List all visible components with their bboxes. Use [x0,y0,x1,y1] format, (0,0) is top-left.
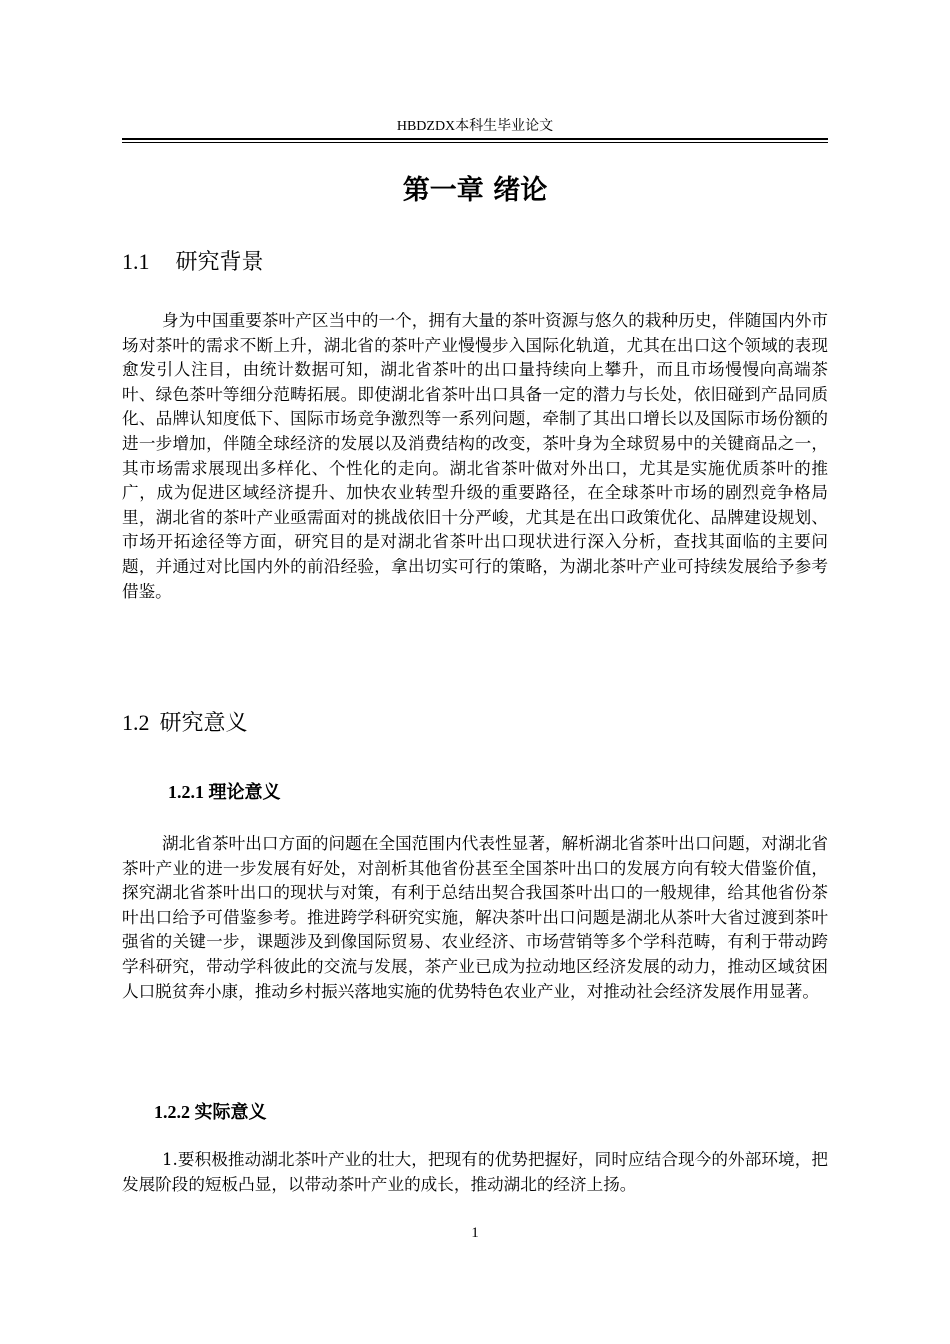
section-heading-1-2 [122,709,248,738]
section-number: 1.2 [122,710,150,735]
header-rule-thin [122,142,828,143]
subsection-heading-1-2-1: 1.2.1 理论意义 [168,782,281,802]
section-title: 研究意义 [159,711,248,736]
chapter-title: 第一章 绪论 [402,175,548,206]
running-header: HBDZDX本科生毕业论文 [396,119,554,134]
section-heading-1-1 [122,248,264,277]
paragraph-practical-significance: 1.要积极推动湖北茶叶产业的壮大，把现有的优势把握好，同时应结合现今的外部环境，把发展阶段的短板凸显，以带动茶叶产业的成长，推动湖北的经济上扬。 [122,1150,828,1194]
paragraph-research-background: 身为中国重要茶叶产区当中的一个，拥有大量的茶叶资源与悠久的栽种历史，伴随国内外市场对茶叶的需求不断上升，湖北省的茶叶产业慢慢步入国际化轨道，尤其在出口这个领域的表现愈发引人注目，由统计数据可知，湖北省茶叶的出口量持续向上攀升，而且市场慢慢向高端茶叶、绿色茶叶等细分范畴拓展。即使湖北省茶叶出口具备一定的潜力与长处，依旧碰到产品同质化、品牌认知度低下、国际市场竞争激烈等一系列问题，牵制了其出口增长以及国际市场份额的进一步增加，伴随全球经济的发展以及消费结构的改变，茶叶身为全球贸易中的关键商品之一，其市场需求展现出多样化、个性化的走向。湖北省茶叶做对外出口，尤其是实施优质茶叶的推广，成为促进区域经济提升、加快农业转型升级的重要路径，在全球茶叶市场的剧烈竞争格局里，湖北省的茶叶产业亟需面对的挑战依旧十分严峻，尤其是在出口政策优化、品牌建设规划、市场开拓途径等方面，研究目的是对湖北省茶叶出口现状进行深入分析，查找其面临的主要问题，并通过对比国内外的前沿经验，拿出切实可行的策略，为湖北茶叶产业可持续发展给予参考借鉴。 [122,311,828,601]
section-number: 1.1 [122,249,150,274]
page-number: 1 [471,1225,479,1241]
paragraph-theoretical-significance: 湖北省茶叶出口方面的问题在全国范围内代表性显著，解析湖北省茶叶出口问题，对湖北省茶叶产业的进一步发展有好处，对剖析其他省份甚至全国茶叶出口的发展方向有较大借鉴价值，探究湖北省茶叶出口的现状与对策，有利于总结出契合我国茶叶出口的一般规律，给其他省份茶叶出口给予可借鉴参考。推进跨学科研究实施，解决茶叶出口问题是湖北从茶叶大省过渡到茶叶强省的关键一步，课题涉及到像国际贸易、农业经济、市场营销等多个学科范畴，有利于带动跨学科研究，带动学科彼此的交流与发展，茶产业已成为拉动地区经济发展的动力，推动区域贫困人口脱贫奔小康，推动乡村振兴落地实施的优势特色农业产业，对推动社会经济发展作用显著。 [122,834,828,1001]
header-rule-thick [122,138,828,140]
section-title: 研究背景 [175,250,264,275]
subsection-heading-1-2-2: 1.2.2 实际意义 [154,1102,267,1122]
